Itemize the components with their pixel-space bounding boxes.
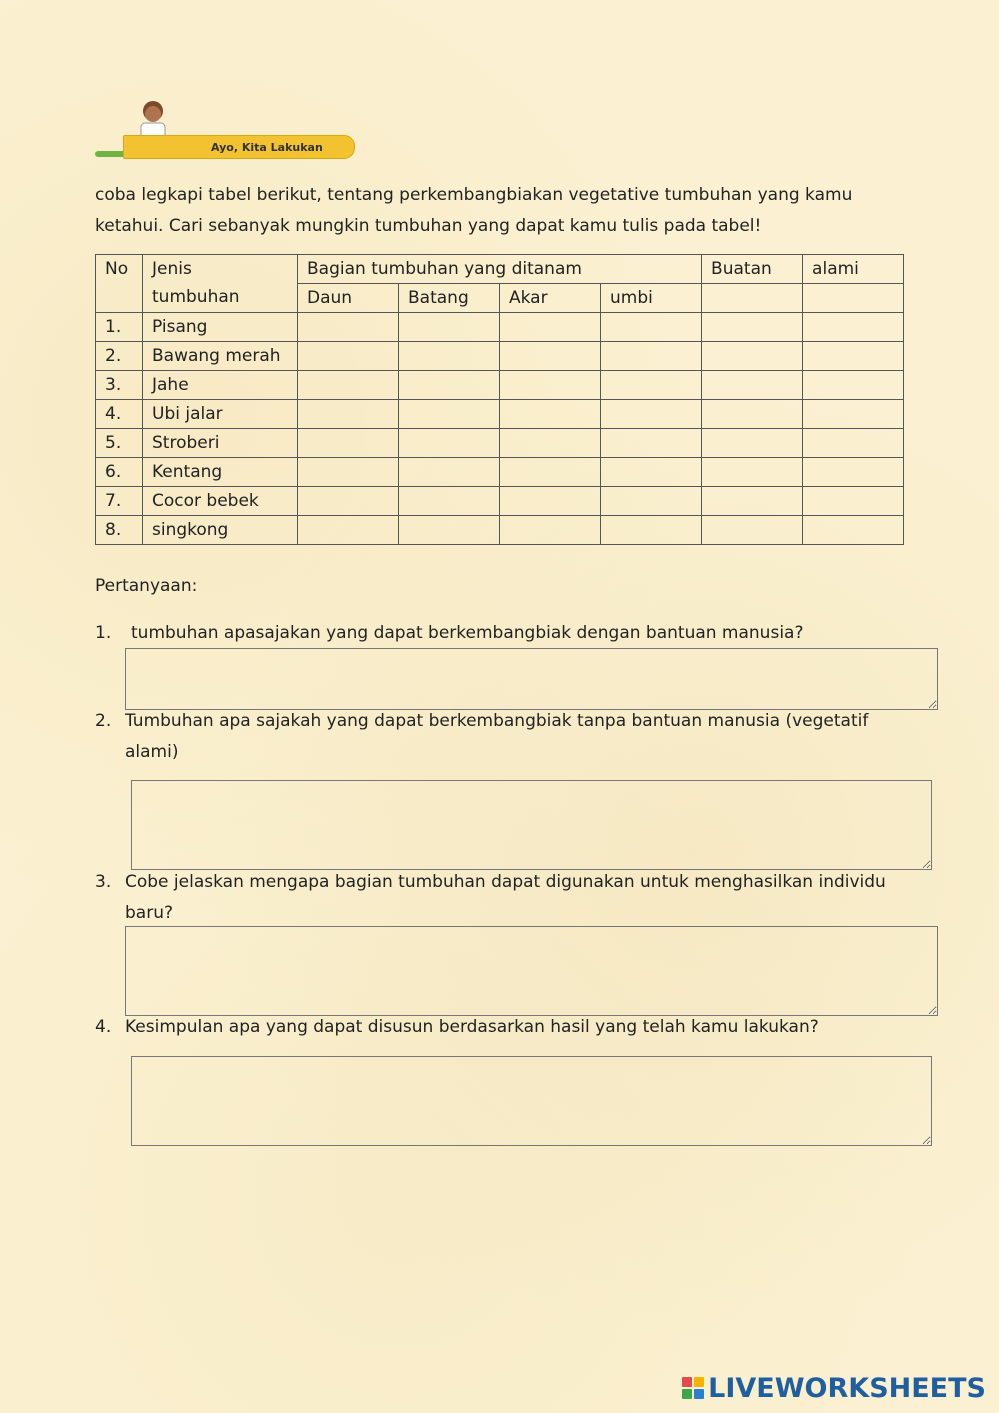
header-buatan-empty <box>702 284 803 313</box>
question-1-text: tumbuhan apasajakan yang dapat berkembangbiak dengan bantuan manusia? <box>131 623 804 643</box>
header-daun: Daun <box>298 284 399 313</box>
cell-akar[interactable] <box>500 458 601 487</box>
header-buatan: Buatan <box>702 255 803 284</box>
cell-buatan[interactable] <box>702 487 803 516</box>
cell-alami[interactable] <box>803 487 904 516</box>
question-2 <box>95 706 935 768</box>
cell-batang[interactable] <box>399 371 500 400</box>
header-jenis-line2: tumbuhan <box>152 287 240 307</box>
cell-umbi[interactable] <box>601 487 702 516</box>
table-row <box>96 487 904 516</box>
question-3-text-line1: Cobe jelaskan mengapa bagian tumbuhan dapat digunakan untuk menghasilkan individu <box>125 872 886 892</box>
question-4-number: 4. <box>95 1017 112 1037</box>
cell-alami[interactable] <box>803 516 904 545</box>
cell-umbi[interactable] <box>601 400 702 429</box>
cell-buatan[interactable] <box>702 429 803 458</box>
banner-label: Ayo, Kita Lakukan <box>211 141 323 154</box>
cell-daun[interactable] <box>298 313 399 342</box>
cell-daun[interactable] <box>298 516 399 545</box>
cell-umbi[interactable] <box>601 429 702 458</box>
cell-batang[interactable] <box>399 458 500 487</box>
table-row <box>96 313 904 342</box>
cell-batang[interactable] <box>399 342 500 371</box>
question-1-number: 1. <box>95 623 112 643</box>
cell-alami[interactable] <box>803 342 904 371</box>
question-4 <box>95 1012 935 1043</box>
logo-cubes-icon <box>682 1377 704 1399</box>
answer-4-input[interactable] <box>131 1056 932 1146</box>
answer-1-input[interactable] <box>125 648 938 710</box>
cell-akar[interactable] <box>500 400 601 429</box>
row-number: 4. <box>96 400 143 429</box>
cell-batang[interactable] <box>399 487 500 516</box>
header-jenis <box>143 255 298 313</box>
question-2-text-line2: alami) <box>125 742 179 762</box>
question-3 <box>95 867 935 929</box>
cell-buatan[interactable] <box>702 313 803 342</box>
header-alami: alami <box>803 255 904 284</box>
cell-akar[interactable] <box>500 487 601 516</box>
table-row <box>96 516 904 545</box>
header-no: No <box>96 255 143 313</box>
liveworksheets-logo <box>682 1373 986 1403</box>
row-number: 5. <box>96 429 143 458</box>
plant-name: singkong <box>143 516 298 545</box>
plant-name: Ubi jalar <box>143 400 298 429</box>
cell-akar[interactable] <box>500 342 601 371</box>
cell-buatan[interactable] <box>702 342 803 371</box>
plant-name: Bawang merah <box>143 342 298 371</box>
row-number: 1. <box>96 313 143 342</box>
cell-batang[interactable] <box>399 313 500 342</box>
question-2-number: 2. <box>95 711 112 731</box>
cell-alami[interactable] <box>803 313 904 342</box>
cell-batang[interactable] <box>399 516 500 545</box>
instruction-paragraph <box>95 180 925 242</box>
cell-umbi[interactable] <box>601 458 702 487</box>
header-bagian: Bagian tumbuhan yang ditanam <box>298 255 702 284</box>
table-row <box>96 342 904 371</box>
question-3-number: 3. <box>95 872 112 892</box>
cell-batang[interactable] <box>399 400 500 429</box>
cell-buatan[interactable] <box>702 400 803 429</box>
row-number: 6. <box>96 458 143 487</box>
cell-akar[interactable] <box>500 429 601 458</box>
cell-daun[interactable] <box>298 371 399 400</box>
questions-label: Pertanyaan: <box>95 576 198 596</box>
banner <box>95 95 355 163</box>
plant-name: Jahe <box>143 371 298 400</box>
cell-buatan[interactable] <box>702 516 803 545</box>
cell-alami[interactable] <box>803 458 904 487</box>
row-number: 2. <box>96 342 143 371</box>
table-row <box>96 458 904 487</box>
row-number: 3. <box>96 371 143 400</box>
plant-name: Pisang <box>143 313 298 342</box>
cell-umbi[interactable] <box>601 516 702 545</box>
row-number: 8. <box>96 516 143 545</box>
table-row <box>96 371 904 400</box>
logo-text: LIVEWORKSHEETS <box>708 1372 986 1404</box>
cell-umbi[interactable] <box>601 342 702 371</box>
cell-batang[interactable] <box>399 429 500 458</box>
instruction-line-1: coba legkapi tabel berikut, tentang perkembangbiakan vegetative tumbuhan yang kamu <box>95 185 853 205</box>
cell-daun[interactable] <box>298 342 399 371</box>
cell-daun[interactable] <box>298 400 399 429</box>
plant-name: Cocor bebek <box>143 487 298 516</box>
answer-3-input[interactable] <box>125 926 938 1016</box>
question-3-text-line2: baru? <box>125 903 173 923</box>
cell-alami[interactable] <box>803 371 904 400</box>
cell-umbi[interactable] <box>601 313 702 342</box>
question-4-text: Kesimpulan apa yang dapat disusun berdasarkan hasil yang telah kamu lakukan? <box>125 1017 819 1037</box>
plant-name: Kentang <box>143 458 298 487</box>
cell-daun[interactable] <box>298 429 399 458</box>
header-umbi: umbi <box>601 284 702 313</box>
cell-daun[interactable] <box>298 458 399 487</box>
answer-2-input[interactable] <box>131 780 932 870</box>
header-alami-empty <box>803 284 904 313</box>
header-batang: Batang <box>399 284 500 313</box>
question-2-text-line1: Tumbuhan apa sajakah yang dapat berkembangbiak tanpa bantuan manusia (vegetatif <box>125 711 869 731</box>
cell-alami[interactable] <box>803 400 904 429</box>
plant-name: Stroberi <box>143 429 298 458</box>
row-number: 7. <box>96 487 143 516</box>
cell-akar[interactable] <box>500 516 601 545</box>
table-row <box>96 400 904 429</box>
cell-buatan[interactable] <box>702 371 803 400</box>
cell-buatan[interactable] <box>702 458 803 487</box>
cell-akar[interactable] <box>500 371 601 400</box>
header-jenis-line1: Jenis <box>152 259 192 279</box>
cell-akar[interactable] <box>500 313 601 342</box>
cell-daun[interactable] <box>298 487 399 516</box>
vegetative-table <box>95 254 904 545</box>
table-row <box>96 429 904 458</box>
cell-alami[interactable] <box>803 429 904 458</box>
header-akar: Akar <box>500 284 601 313</box>
instruction-line-2: ketahui. Cari sebanyak mungkin tumbuhan yang dapat kamu tulis pada tabel! <box>95 216 762 236</box>
question-1 <box>95 618 935 649</box>
cell-umbi[interactable] <box>601 371 702 400</box>
